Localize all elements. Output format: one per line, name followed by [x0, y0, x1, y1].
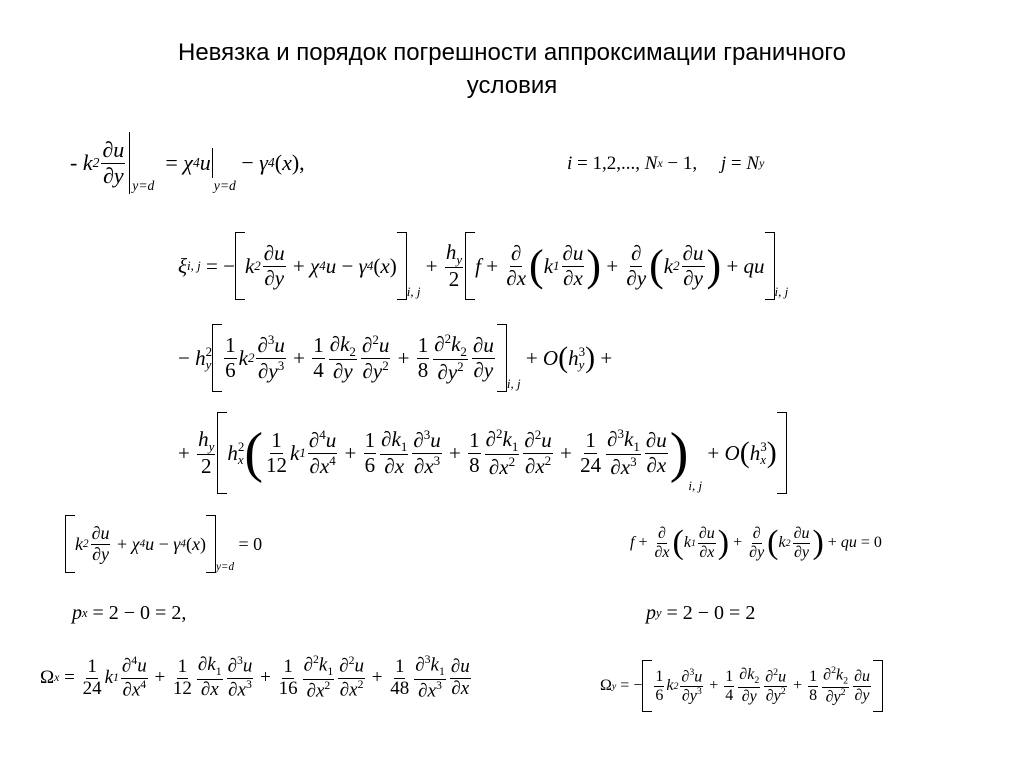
slide-title: [0, 36, 1024, 102]
title-line-1: Невязка и порядок погрешности аппроксимации граничного: [177, 39, 846, 66]
residual-line-2: − h 2 y $\frac{1}{6}$ k 2 $\frac{\partial^3u}{\partial y^3}$ + $\frac{1}{4}$ $\frac{\partial k_2}{\partial y}$ $\frac{\partial^2u}{\partial y^2}$ + $\frac{1}{8}$ $\frac{\partial^2k_2}{\partial y^2}$ $\frac{\partial u}{\partial y}$ $_{i, j}$ + O ( h 3 y ) +: [178, 324, 612, 392]
title-line-2: условия: [466, 72, 558, 99]
boundary-condition-formula: - k 2 $\frac{\partial u}{\partial y}$ $_{y=d}$ = χ 4 u y=d − γ 4 ( x ),: [70, 132, 305, 194]
order-py: p y = 2 − 0 = 2: [646, 602, 756, 624]
omega-y: Ω y = − $\frac{1}{6}$ k 2 $\frac{\partial^3u}{\partial y^3}$ + $\frac{1}{4}$ $\frac{\partial k_2}{\partial y}$ $\frac{\partial^2u}{\partial y^2}$ + $\frac{1}{8}$ $\frac{\partial^2k_2}{\partial y^2}$ $\frac{\partial u}{\partial y}$: [600, 660, 883, 712]
equation-residual-zero: f + $\frac{\partial}{\partial x}$ ( k 1 $\frac{\partial u}{\partial x}$ ) + $\frac{\partial}{\partial y}$ ( k 2 $\frac{\partial u}{\partial y}$ ) + qu = 0: [630, 524, 882, 562]
boundary-residual-zero: k 2 $\frac{\partial u}{\partial y}$ + χ 4 u − γ 4 ( x ) $_{y=d}$ = 0: [65, 515, 262, 573]
omega-x: Ω x = $\frac{1}{24}$ k 1 $\frac{\partial^4u}{\partial x^4}$ + $\frac{1}{12}$ $\frac{\partial k_1}{\partial x}$ $\frac{\partial^3u}{\partial x^3}$ + $\frac{1}{16}$ $\frac{\partial^2k_1}{\partial x^2}$ $\frac{\partial^2u}{\partial x^2}$ + $\frac{1}{48}$ $\frac{\partial^3k_1}{\partial x^3}$ $\frac{\partial u}{\partial x}$: [40, 653, 470, 702]
residual-line-3: + $\frac{h_y}{2}$ h 2 x ( $\frac{1}{12}$ k 1 $\frac{\partial^4u}{\partial x^4}$ + $\frac{1}{6}$ $\frac{\partial k_1}{\partial x}$ $\frac{\partial^3u}{\partial x^3}$ + $\frac{1}{8}$ $\frac{\partial^2k_1}{\partial x^2}$ $\frac{\partial^2u}{\partial x^2}$ + $\frac{1}{24}$ $\frac{\partial^3k_1}{\partial x^3}$ $\frac{\partial u}{\partial x}$ ) $_{i, j}$ + O ( h 3 x ): [178, 412, 787, 494]
index-range: i = 1,2,..., N x − 1, j = N y: [567, 153, 765, 174]
order-px: p x = 2 − 0 = 2,: [72, 602, 187, 624]
residual-line-1: ξ i, j = − k 2 $\frac{\partial u}{\partial y}$ + χ 4 u − γ 4 ( x ) $_{i, j}$ + $\frac{h_y}{2}$ f + $\frac{\partial}{\partial x}$ ( k 1 $\frac{\partial u}{\partial x}$ ) + $\frac{\partial}{\partial y}$ ( k 2 $\frac{\partial u}{\partial y}$ ) + qu $_{i, j}$: [178, 232, 788, 300]
